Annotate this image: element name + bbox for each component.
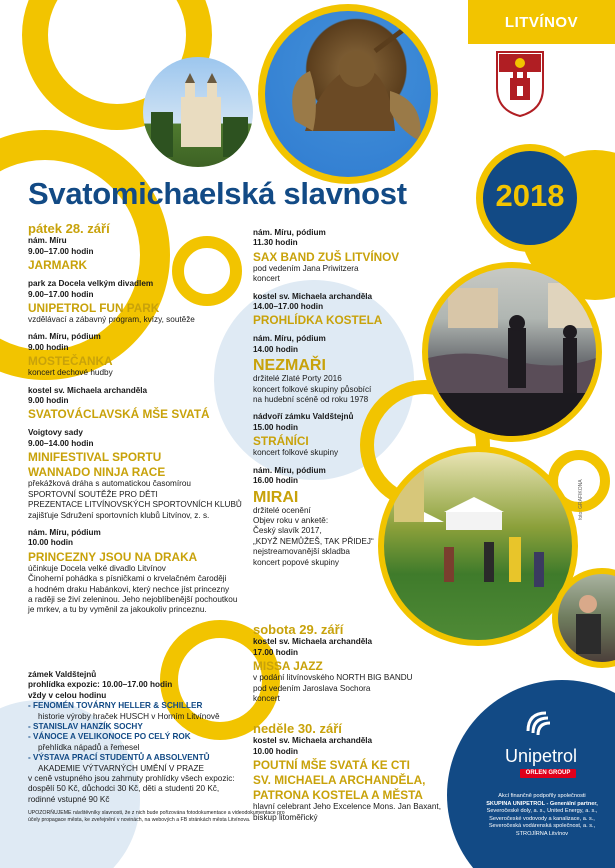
event-desc-line: zajišťuje Sdružení sportovních klubů Litvínov, z. s.: [28, 510, 210, 520]
event-desc-line: je mrkev, a tu by vyměnil za jakoukoliv princeznu.: [28, 605, 207, 615]
visitors-photo: [552, 568, 615, 668]
left-events: [28, 236, 248, 615]
concert-photo: [422, 262, 602, 442]
event-desc-line: Činoherní pohádka s písničkami o krvelačném čaroději: [28, 574, 227, 584]
park-photo: [378, 446, 578, 646]
unipetrol-logo-icon: [522, 707, 560, 745]
event-time: 9.00 hodin: [28, 396, 69, 406]
event-time: 10.00 hodin: [28, 538, 74, 548]
event-desc-line: v podání litvínovského NORTH BIG BANDU: [253, 673, 413, 683]
castle-item: - VÁNOCE A VELIKONOCE PO CELÝ ROK: [28, 732, 191, 742]
castle-item: přehlídka nápadů a řemesel: [38, 742, 140, 752]
event-time: 9.00 hodin: [28, 342, 69, 352]
sunday-event: [253, 736, 473, 823]
event-desc-line: PREZENTACE LITVÍNOVSKÝCH SPORTOVNÍCH KLUBŮ: [28, 500, 242, 510]
castle-price-line: dospělí 50 Kč, důchodci 30 Kč, děti a studenti 20 Kč,: [28, 784, 220, 794]
event-desc-line: překážková dráha s automatickou časomírou: [28, 479, 191, 489]
event-desc-line: a raději se živí zeleninou. Jeho nejoblíbenější pochoutkou: [28, 594, 238, 604]
event-time: 11.30 hodin: [253, 238, 298, 248]
sponsor-line: STROJÍRNA Litvínov: [515, 830, 569, 837]
event-time: 14.00–17.00 hodin: [253, 302, 324, 312]
event-title: JARMARK: [28, 258, 87, 273]
sunday-block: [253, 722, 473, 830]
year-text: 2018: [495, 178, 565, 213]
event-item: [253, 228, 443, 285]
notice-text: UPOZORŇUJEME návštěvníky slavnosti, že z nich bude pořizována fotodokumentace a videodokumentace pro účely propagace města, ke zveřejnění v novinách, na webových a FB stránkách města Litvínova.: [28, 810, 285, 823]
event-item: [253, 637, 453, 704]
event-title: STRÁNÍCI: [253, 434, 309, 449]
event-desc-line: pod vedením Jana Priwitzera: [253, 263, 359, 273]
event-time: 16.00 hodin: [253, 476, 299, 486]
day-header-sunday: neděle 30. září: [253, 721, 342, 736]
castle-time: prohlídka expozic: 10.00–17.00 hodin: [28, 680, 173, 690]
event-item: [28, 386, 248, 422]
event-desc-line: Objev roku v anketě:: [253, 515, 329, 525]
event-desc-line: SPORTOVNÍ SOUTĚŽE PRO DĚTI: [28, 489, 158, 499]
event-time: 9.00–17.00 hodin: [28, 246, 94, 256]
event-desc-line: koncert folkové skupiny působící: [253, 384, 372, 394]
event-title: PROHLÍDKA KOSTELA: [253, 313, 383, 328]
day-header-saturday: sobota 29. září: [253, 622, 344, 637]
event-item: [28, 528, 248, 616]
event-desc-line: účinkuje Docela velké divadlo Litvínov: [28, 563, 166, 573]
event-time: 14.00 hodin: [253, 344, 299, 354]
event-time: 9.00–17.00 hodin: [28, 289, 94, 299]
event-title-line: PATRONA KOSTELA A MĚSTA: [253, 788, 423, 803]
event-title-line: SV. MICHAELA ARCHANDĚLA,: [253, 773, 426, 788]
event-desc-line: nejstreamovanější skladba: [253, 547, 350, 557]
event-place: nádvoří zámku Valdštejnů: [253, 412, 354, 422]
castle-price: [28, 774, 268, 805]
event-title: MIRAI: [253, 488, 299, 506]
event-desc-line: držitelé Zlaté Porty 2016: [253, 374, 342, 384]
event-place: kostel sv. Michaela archanděla: [253, 291, 373, 301]
event-item: [253, 736, 473, 823]
event-place: kostel sv. Michaela archanděla: [253, 637, 373, 647]
event-place: Voigtovy sady: [28, 428, 83, 438]
castle-item: historie výroby hraček HUSCH v Horním Litvínově: [38, 711, 220, 721]
event-desc-line: hlavní celebrant Jeho Excelence Mons. Jan Baxant,: [253, 802, 441, 812]
event-desc-line: „KDYŽ NEMŮŽEŠ, TAK PŘIDEJ“: [253, 536, 374, 546]
left-column: [28, 222, 248, 623]
event-title: SAX BAND ZUŠ LITVÍNOV: [253, 249, 400, 264]
saturday-event: [253, 637, 453, 704]
sponsor-line: Severočeská vodárenská společnost, a. s.,: [488, 823, 596, 830]
event-time: 9.00–14.00 hodin: [28, 438, 94, 448]
event-place: nám. Míru: [28, 236, 67, 246]
event-title: MINIFESTIVAL SPORTU: [28, 450, 162, 465]
event-desc-line: Český slavík 2017,: [253, 526, 322, 536]
event-item: [28, 279, 248, 325]
event-desc-line: držitelé ocenění: [253, 505, 311, 515]
event-desc: vzdělávací a zábavný program, kvízy, soutěže: [28, 315, 195, 325]
event-desc-line: pod vedením Jaroslava Sochora: [253, 683, 371, 693]
event-title: Svatomichaelská slavnost: [28, 176, 407, 211]
event-title: MISSA JAZZ: [253, 659, 323, 674]
castle-item: - VÝSTAVA PRACÍ STUDENTŮ A ABSOLVENTŮ: [28, 753, 210, 763]
day-header-friday: pátek 28. září: [28, 221, 110, 236]
event-place: nám. Míru, pódium: [253, 465, 326, 475]
sponsor-line: Severočeské vodovody a kanalizace, a. s.,: [489, 815, 595, 822]
event-place: nám. Míru, pódium: [28, 332, 101, 342]
city-name: LITVÍNOV: [504, 14, 579, 31]
event-item: [253, 292, 443, 328]
event-desc-line: koncert: [253, 274, 280, 284]
event-desc: koncert dechové hudby: [28, 368, 113, 378]
castle-price-line: rodinné vstupné 90 Kč: [28, 794, 110, 804]
event-place: kostel sv. Michaela archanděla: [253, 736, 373, 746]
event-title-2: WANNADO NINJA RACE: [28, 465, 166, 480]
event-time: 10.00 hodin: [253, 746, 299, 756]
event-desc-line: koncert folkové skupiny: [253, 448, 339, 458]
event-item: [253, 334, 443, 405]
sponsor-line: Severočeské doly, a. s., United Energy, a. s.,: [486, 808, 598, 815]
event-title: SVATOVÁCLAVSKÁ MŠE SVATÁ: [28, 407, 210, 422]
event-place: nám. Míru, pódium: [253, 228, 326, 237]
event-desc-line: koncert popové skupiny: [253, 557, 340, 567]
event-desc-line: na hudební scéně od roku 1978: [253, 395, 369, 405]
event-title: MOSTEČANKA: [28, 354, 113, 369]
event-desc-line: biskup litoměřický: [253, 812, 318, 822]
sponsor-lines: [472, 793, 612, 839]
event-title: UNIPETROL FUN PARK: [28, 301, 160, 316]
castle-item: - FENOMÉN TOVÁRNY HELLER & SCHILLER: [28, 701, 203, 711]
coat-of-arms-icon: [493, 48, 547, 118]
event-title-line: POUTNÍ MŠE SVATÁ KE CTI: [253, 758, 410, 773]
event-place: nám. Míru, pódium: [28, 527, 101, 537]
event-title: NEZMAŘI: [253, 357, 326, 375]
event-place: kostel sv. Michaela archanděla: [28, 385, 148, 395]
event-place: nám. Míru, pódium: [253, 334, 326, 344]
castle-items: [28, 701, 268, 774]
castle-item: - STANISLAV HANZÍK SOCHY: [28, 722, 143, 732]
event-desc-line: a hodném draku Habánkovi, který nechce jíst princezny: [28, 584, 230, 594]
sponsor-group: ORLEN GROUP: [525, 770, 571, 776]
sponsor-line: Akcí finančně podpořily společnosti: [498, 793, 586, 799]
event-desc-line: koncert: [253, 694, 280, 704]
event-place: park za Docela velkým divadlem: [28, 279, 154, 289]
event-item: [28, 332, 248, 378]
event-item: [28, 428, 248, 520]
castle-place: zámek Valdštejnů: [28, 670, 97, 679]
sponsor-line: SKUPINA UNIPETROL - Generální partner,: [486, 800, 598, 807]
church-photo: [143, 57, 253, 167]
castle-price-line: v ceně vstupného jsou zahrnuty prohlídky všech expozic:: [28, 774, 235, 784]
castle-sub: vždy v celou hodinu: [28, 690, 107, 700]
event-time: 15.00 hodin: [253, 422, 299, 432]
castle-item: AKADEMIE VÝTVARNÝCH UMĚNÍ V PRAZE: [38, 763, 204, 773]
event-time: 17.00 hodin: [253, 647, 299, 657]
statue-photo: [258, 4, 438, 184]
photo-credit: foto: GRAFIKONA: [578, 479, 584, 520]
event-title: PRINCEZNY JSOU NA DRAKA: [28, 549, 198, 564]
event-item: [28, 236, 248, 272]
sponsor-brand: Unipetrol: [504, 746, 578, 766]
